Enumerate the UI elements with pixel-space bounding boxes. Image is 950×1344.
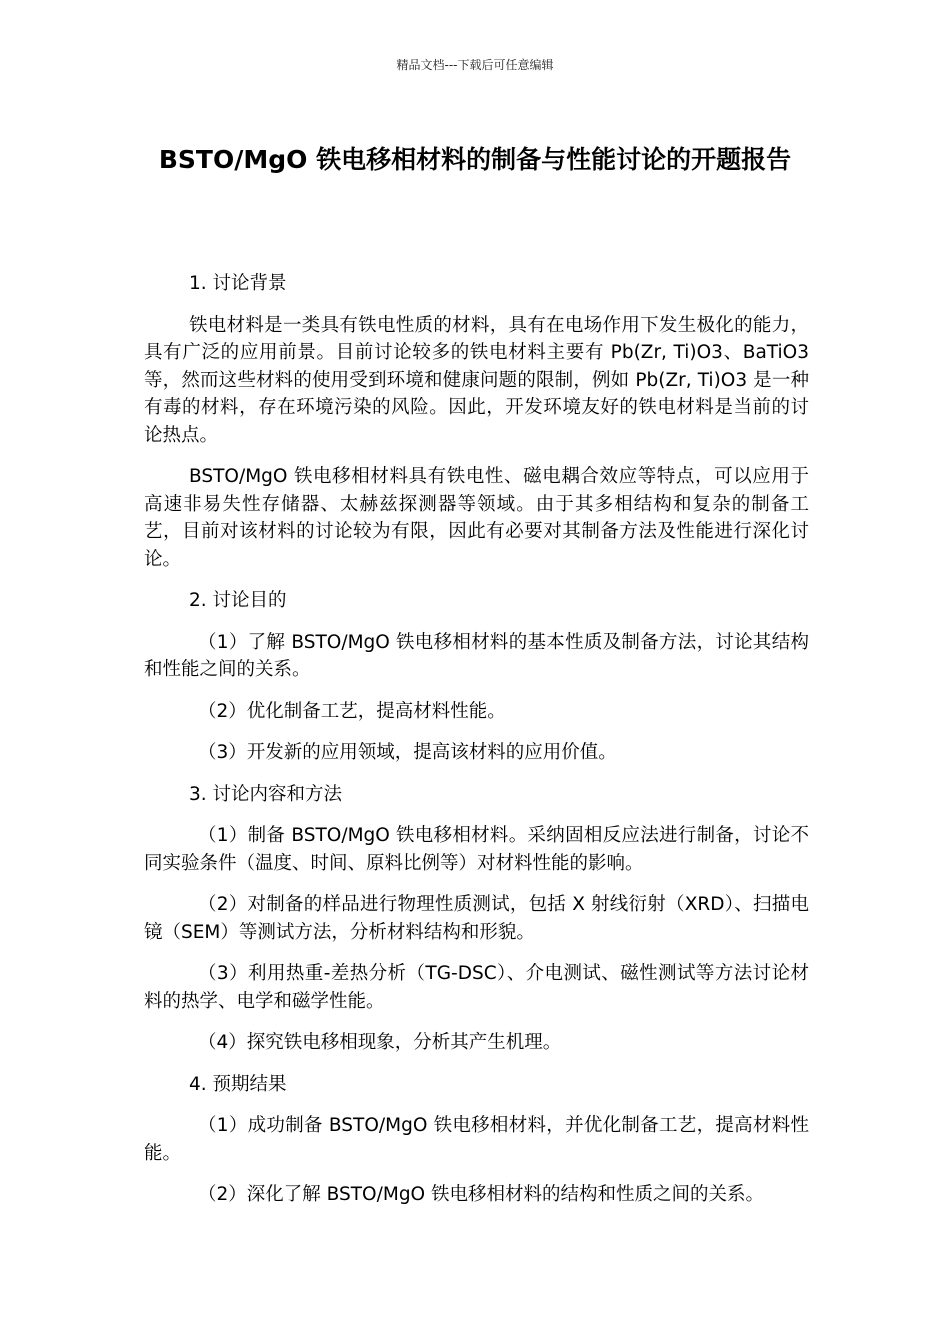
purpose-item: （2）优化制备工艺，提高材料性能。 <box>198 700 506 722</box>
methods-item: （1）制备 BSTO/MgO 铁电移相材料。采纳固相反应法进行制备，讨论不同实验条件（温度、时间、原料比例等）对材料性能的影响。 <box>144 825 809 874</box>
document-body <box>144 270 809 1223</box>
background-paragraph: 铁电材料是一类具有铁电性质的材料，具有在电场作用下发生极化的能力，具有广泛的应用前景。目前讨论较多的铁电材料主要有 Pb(Zr, Ti)O3、BaTiO3 等，然而这些材料的使用受到环境和健康问题的限制，例如 Pb(Zr, Ti)O3 是一种有毒的材料，存在环境污染的风险。因此，开发环境友好的铁电材料是当前的讨论热点。 <box>144 314 809 446</box>
methods-item: （4）探究铁电移相现象，分析其产生机理。 <box>198 1032 562 1053</box>
document-title: BSTO/MgO 铁电移相材料的制备与性能讨论的开题报告 <box>158 145 792 174</box>
purpose-item: （3）开发新的应用领域，提高该材料的应用价值。 <box>198 742 617 763</box>
section-heading-results: 4. 预期结果 <box>189 1073 287 1095</box>
section-heading-methods: 3. 讨论内容和方法 <box>189 783 343 805</box>
background-paragraph: BSTO/MgO 铁电移相材料具有铁电性、磁电耦合效应等特点，可以应用于高速非易失性存储器、太赫兹探测器等领域。由于其多相结构和复杂的制备工艺，目前对该材料的讨论较为有限，因此有必要对其制备方法及性能进行深化讨论。 <box>144 466 809 570</box>
methods-item: （2）对制备的样品进行物理性质测试，包括 X 射线衍射（XRD）、扫描电镜（SEM）等测试方法，分析材料结构和形貌。 <box>144 894 809 943</box>
results-item: （1）成功制备 BSTO/MgO 铁电移相材料，并优化制备工艺，提高材料性能。 <box>144 1115 809 1164</box>
results-item: （2）深化了解 BSTO/MgO 铁电移相材料的结构和性质之间的关系。 <box>198 1184 765 1205</box>
page-header: 精品文档---下载后可任意编辑 <box>396 58 554 72</box>
section-heading-background: 1. 讨论背景 <box>189 273 287 294</box>
methods-item: （3）利用热重-差热分析（TG-DSC）、介电测试、磁性测试等方法讨论材料的热学、电学和磁学性能。 <box>144 963 809 1012</box>
section-heading-purpose: 2. 讨论目的 <box>189 590 287 611</box>
purpose-item: （1）了解 BSTO/MgO 铁电移相材料的基本性质及制备方法，讨论其结构和性能之间的关系。 <box>144 631 809 680</box>
